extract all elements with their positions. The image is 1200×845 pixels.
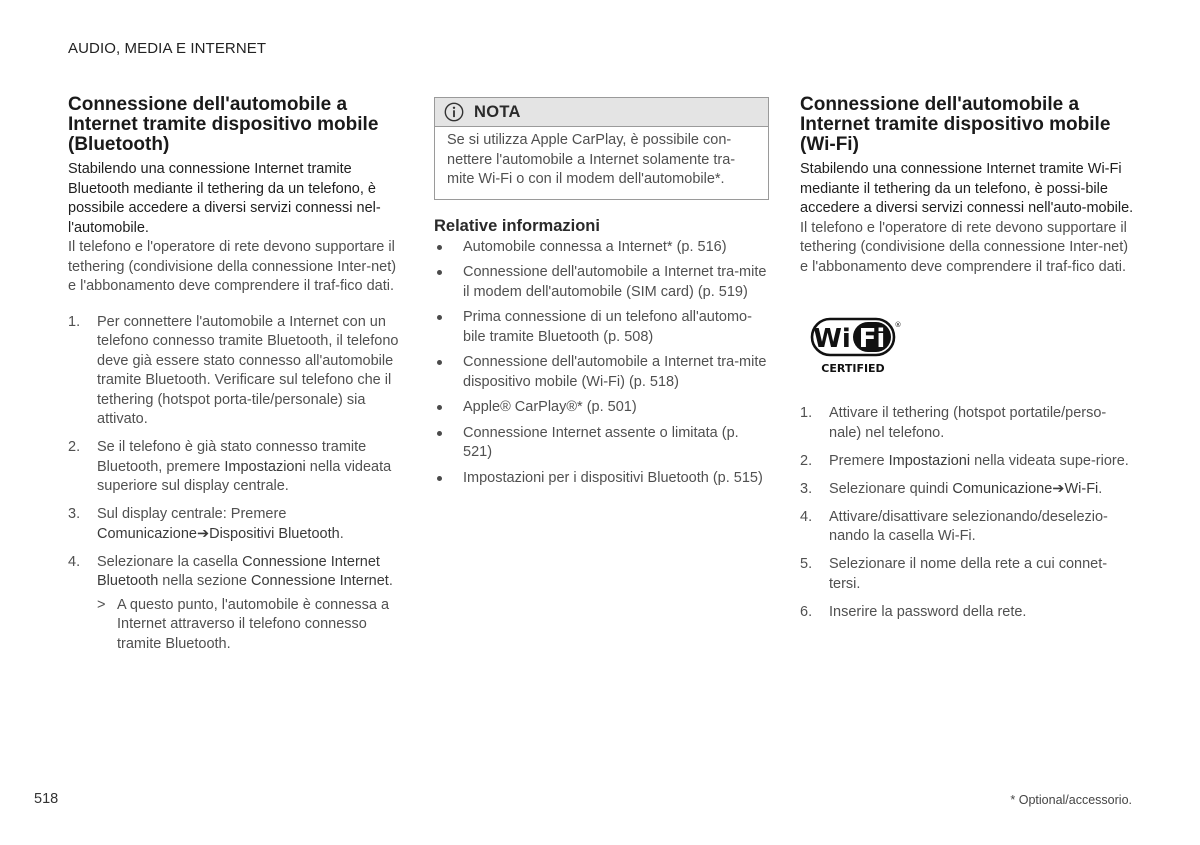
step-text: nella videata superiore sul display centrale. [97, 458, 392, 494]
step-text: Inserire la password della rete. [829, 603, 1027, 620]
list-item [68, 553, 403, 655]
list-item [800, 480, 1135, 500]
step-number: 4. [800, 508, 813, 525]
related-list [434, 238, 769, 489]
logo-registered: ® [894, 321, 902, 329]
lead-paragraph: Stabilendo una connessione Internet tramite Wi-Fi mediante il tethering da un telefono, è possi-bile accedere a diversi servizi connessi nell'auto-mobile. [800, 161, 1134, 216]
step-text: nella sezione [158, 573, 251, 589]
page-number: 518 [34, 791, 59, 807]
ui-term: Impostazioni [888, 452, 971, 469]
step-text: Sul display centrale: Premere [97, 506, 287, 522]
step-number: 3. [800, 480, 813, 497]
note-text: Se si utilizza Apple CarPlay, è possibile con-nettere l'automobile a Internet solamente tra-mite Wi-Fi o con il modem dell'automobile*. [447, 132, 736, 187]
section-title-bluetooth: Connessione dell'automobile a Internet tramite dispositivo mobile (Bluetooth) [68, 94, 379, 155]
footnote: * Optional/accessorio. [1010, 793, 1132, 807]
step-text: . [1098, 480, 1103, 497]
body-paragraph: Il telefono e l'operatore di rete devono supportare il tethering (condivisione della connessione Inter-net) e l'abbonamento deve comprendere il traf-fico dati. [68, 239, 397, 294]
result-text: A questo punto, l'automobile è connessa a Internet attraverso il telefono connesso tramite Bluetooth. [117, 596, 390, 652]
ui-term: Impostazioni [224, 458, 306, 475]
step-text: Premere [829, 452, 889, 469]
list-item [68, 438, 403, 497]
related-link[interactable]: Connessione dell'automobile a Internet tra-mite il modem dell'automobile (SIM card) (p. 519) [434, 263, 769, 302]
step-number: 1. [800, 405, 813, 421]
step-number: 5. [800, 556, 813, 572]
section-header: AUDIO, MEDIA E INTERNET [68, 40, 267, 57]
step-number: 2. [68, 439, 81, 455]
step-number: 2. [800, 452, 813, 469]
list-item [68, 505, 403, 544]
step-text: Per connettere l'automobile a Internet con un telefono connesso tramite Bluetooth, il telefono deve già essere stato connesso all'automobile tramite Bluetooth. Verificare sul telefono che il tethering (hotspot porta-tile/personale) sia attivato. [97, 313, 399, 427]
related-link[interactable]: Impostazioni per i dispositivi Bluetooth (p. 515) [434, 469, 769, 489]
steps-list [68, 313, 403, 655]
wifi-certified-logo [810, 317, 902, 377]
note-box [434, 97, 769, 200]
list-item [800, 603, 1135, 623]
note-header [435, 98, 768, 127]
list-item [800, 508, 1135, 547]
step-text: nella videata supe-riore. [970, 452, 1129, 469]
ui-term: Wi-Fi [1064, 480, 1099, 497]
related-link[interactable]: Prima connessione di un telefono all'automo-bile tramite Bluetooth (p. 508) [434, 308, 769, 347]
body-paragraph: Il telefono e l'operatore di rete devono supportare il tethering (condivisione della connessione Inter-net) e l'abbonamento deve comprendere il traf-fico dati. [800, 219, 1129, 275]
result-marker: > [97, 596, 106, 613]
related-link[interactable]: Connessione dell'automobile a Internet tra-mite dispositivo mobile (Wi-Fi) (p. 518) [434, 353, 769, 392]
related-heading [434, 217, 769, 236]
lead-paragraph: Stabilendo una connessione Internet tramite Bluetooth mediante il tethering da un telefono, è possibile accedere a diversi servizi connessi nel-l'automobile. [68, 161, 381, 236]
column-bluetooth [68, 95, 403, 663]
ui-term: Connessione Internet [250, 573, 389, 589]
step-text: Attivare/disattivare selezionando/deselezio-nando la casella Wi-Fi. [829, 508, 1108, 544]
note-title: NOTA [474, 102, 521, 121]
list-item [800, 404, 1135, 443]
steps-list [800, 404, 1135, 622]
column-wifi [800, 95, 1135, 631]
step-text: . [339, 525, 344, 542]
arrow-icon: ➔ [196, 525, 210, 542]
ui-term: Comunicazione [952, 480, 1053, 497]
step-text: Attivare il tethering (hotspot portatile/perso-nale) nel telefono. [829, 405, 1107, 441]
step-number: 6. [800, 603, 813, 620]
step-text: Selezionare quindi [829, 480, 953, 497]
step-result [97, 596, 403, 655]
ui-term: Connessione Internet Bluetooth [97, 553, 380, 589]
related-link[interactable]: Automobile connessa a Internet* (p. 516) [434, 238, 769, 258]
logo-certified: CERTIFIED [821, 362, 885, 375]
step-text: Selezionare la casella [97, 553, 243, 570]
section-title-wifi: Connessione dell'automobile a Internet tramite dispositivo mobile (Wi-Fi) [800, 94, 1111, 155]
step-text: Selezionare il nome della rete a cui connet-tersi. [829, 556, 1108, 592]
logo-fi: Fi [858, 324, 886, 354]
logo-wi: Wi [813, 324, 851, 354]
list-item [800, 452, 1135, 472]
ui-term: Comunicazione [97, 525, 197, 542]
list-item [68, 313, 403, 430]
step-number: 3. [68, 506, 81, 522]
step-text: . [388, 573, 393, 589]
ui-term: Dispositivi Bluetooth [209, 525, 340, 542]
arrow-icon: ➔ [1052, 480, 1065, 497]
list-item [800, 555, 1135, 594]
related-link[interactable]: Connessione Internet assente o limitata (p. 521) [434, 424, 769, 463]
info-icon [444, 102, 464, 122]
related-link[interactable]: Apple® CarPlay®* (p. 501) [434, 398, 769, 418]
step-number: 1. [68, 313, 81, 330]
related-title: Relative informazioni [434, 216, 600, 235]
column-note [434, 97, 769, 494]
step-text: Se il telefono è già stato connesso tramite Bluetooth, premere [97, 439, 367, 475]
step-number: 4. [68, 553, 81, 570]
